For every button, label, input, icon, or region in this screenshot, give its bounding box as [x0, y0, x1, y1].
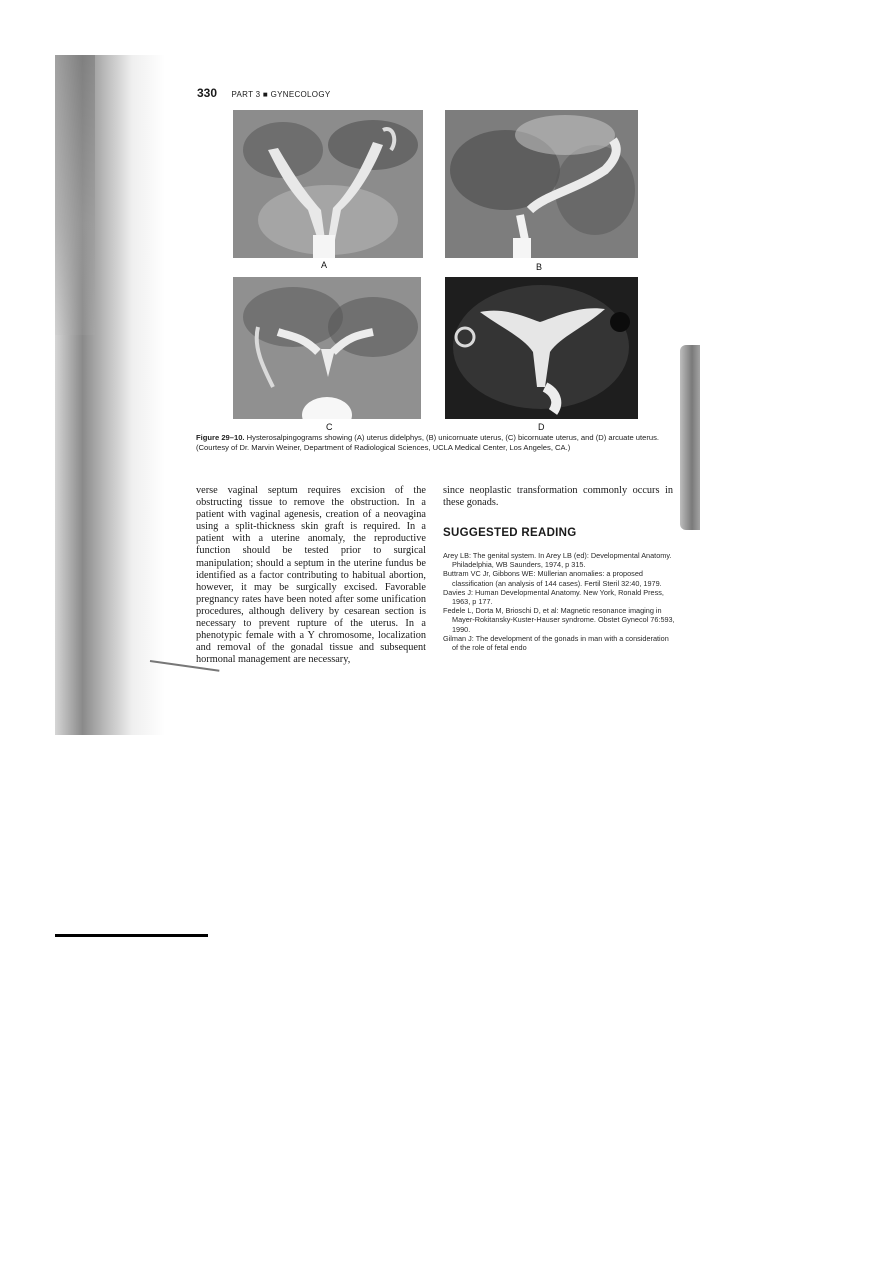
xray-panel-a — [233, 110, 423, 258]
body-paragraph-continued: since neoplastic transformation commonly occurs in these gonads. — [443, 485, 673, 509]
xray-panel-b — [445, 110, 638, 258]
body-paragraph: verse vaginal septum requires excision of the obstructing tissue to remove the obstruction. In a patient with vaginal agenesis, creation of a neovagina using a split-thickness skin graft is required. In a patient with a uterine anomaly, the reproductive function should be tested prior to surgical manipulation; should a septum in the uterine fundus be identified as a factor contributing to habitual abortion, however, it may be surgically excised. Favorable pregnancy rates have been noted after some unification procedures, although delivery by cesarean section is necessary to prevent rupture of the uterus. In a phenotypic female with a Y chromosome, localization and removal of the gonadal tissue and subsequent hormonal management are necessary, — [196, 485, 426, 666]
panel-label-a: A — [321, 260, 328, 270]
xray-panel-c — [233, 277, 421, 419]
panel-label-b: B — [536, 262, 543, 272]
panel-label-c: C — [326, 422, 333, 432]
reference-item: Fedele L, Dorta M, Brioschi D, et al: Magnetic resonance imaging in Mayer-Rokitansky-Kuster-Hauser syndrome. Obstet Gynecol 76:593, 1990. — [443, 606, 675, 634]
page-number: 330 — [197, 86, 218, 100]
running-head: PART 3 ■ GYNECOLOGY — [231, 90, 331, 99]
scan-shadow-right — [680, 345, 700, 530]
figure-caption — [196, 433, 674, 453]
reference-item: Arey LB: The genital system. In Arey LB (ed): Developmental Anatomy. Philadelphia, WB Saunders, 1974, p 315. — [443, 551, 672, 570]
body-right-column — [443, 485, 673, 509]
footnote-rule — [55, 934, 208, 937]
page-header — [197, 84, 331, 102]
scan-shadow-band — [55, 55, 95, 335]
reference-list — [443, 551, 675, 652]
body-left-column — [196, 485, 426, 666]
figure-number: Figure 29–10. — [196, 433, 245, 442]
reference-item: Davies J: Human Developmental Anatomy. New York, Ronald Press, 1963, p 177. — [443, 587, 664, 607]
reference-item: Gilman J: The development of the gonads in man with a consideration of the role of fetal endo — [443, 633, 669, 653]
figure-caption-text: Hysterosalpingograms showing (A) uterus didelphys, (B) unicornuate uterus, (C) bicornuate uterus, and (D) arcuate uterus. (Courtesy of Dr. Marvin Weiner, Department of Radiological Sciences, UCLA Medical Center, Los Angeles, CA.) — [196, 433, 660, 452]
reference-item: Buttram VC Jr, Gibbons WE: Müllerian anomalies: a proposed classification (an analysis of 144 cases). Fertil Steril 32:40, 1979. — [443, 569, 662, 588]
panel-label-d: D — [538, 422, 545, 432]
suggested-reading-heading: SUGGESTED READING — [443, 527, 577, 539]
xray-panel-d — [445, 277, 638, 419]
